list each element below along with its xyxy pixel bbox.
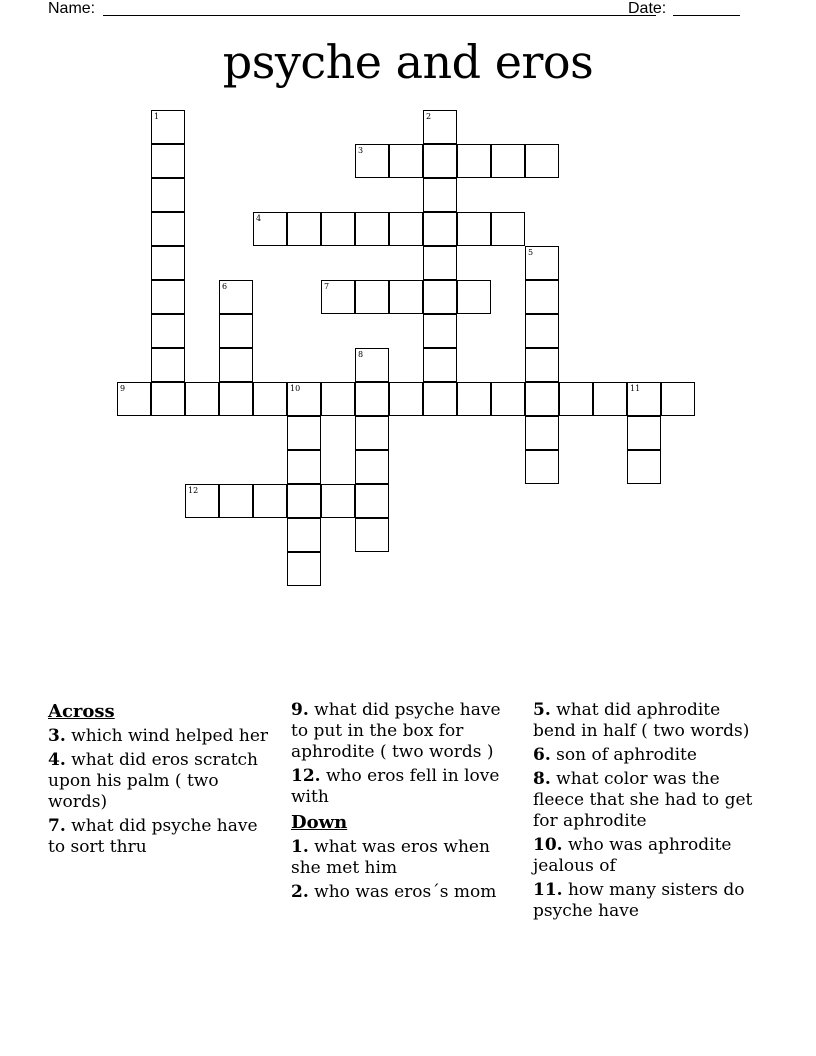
grid-cell[interactable] (321, 484, 355, 518)
grid-cell[interactable] (253, 484, 287, 518)
grid-cell[interactable] (491, 382, 525, 416)
clue-text: son of aphrodite (556, 745, 697, 765)
grid-cell[interactable] (219, 348, 253, 382)
clues-column-2 (291, 700, 519, 906)
grid-cell[interactable] (355, 382, 389, 416)
down-heading: Down (291, 812, 348, 833)
grid-cell[interactable] (355, 416, 389, 450)
clue-text: who was aphrodite jealous of (533, 835, 732, 876)
grid-cell[interactable] (287, 518, 321, 552)
clue-number: 8. (533, 769, 551, 789)
grid-cell[interactable] (253, 382, 287, 416)
grid-cell[interactable] (423, 280, 457, 314)
clues-column-1 (48, 700, 276, 861)
grid-cell[interactable] (219, 484, 253, 518)
grid-cell[interactable] (389, 382, 423, 416)
grid-cell[interactable] (491, 144, 525, 178)
clue-number: 1. (291, 837, 309, 857)
cell-number: 10 (290, 384, 301, 393)
grid-cell[interactable] (151, 144, 185, 178)
grid-cell[interactable] (151, 246, 185, 280)
grid-cell[interactable] (355, 484, 389, 518)
clue-text: which wind helped her (71, 726, 269, 746)
cell-number: 7 (324, 282, 330, 291)
grid-cell[interactable] (525, 314, 559, 348)
grid-cell[interactable] (423, 348, 457, 382)
clue-number: 10. (533, 835, 563, 855)
grid-cell[interactable] (151, 178, 185, 212)
grid-cell[interactable] (355, 280, 389, 314)
clue-text: how many sisters do psyche have (533, 880, 745, 921)
clue-text: what did psyche have to sort thru (48, 816, 258, 857)
grid-cell[interactable] (287, 212, 321, 246)
clue-across-3 (48, 726, 276, 747)
grid-cell[interactable] (627, 450, 661, 484)
clue-number: 12. (291, 766, 321, 786)
cell-number: 9 (120, 384, 126, 393)
clue-down-5 (533, 700, 761, 742)
cell-number: 3 (358, 146, 364, 155)
clue-number: 11. (533, 880, 563, 900)
clue-across-4 (48, 750, 276, 813)
grid-cell[interactable] (219, 314, 253, 348)
clue-down-11 (533, 880, 761, 922)
clue-number: 5. (533, 700, 551, 720)
grid-cell[interactable] (593, 382, 627, 416)
grid-cell[interactable] (423, 212, 457, 246)
grid-cell[interactable] (389, 144, 423, 178)
grid-cell[interactable] (321, 382, 355, 416)
grid-cell[interactable] (287, 450, 321, 484)
cell-number: 2 (426, 112, 432, 121)
grid-cell[interactable] (321, 212, 355, 246)
grid-cell[interactable] (423, 246, 457, 280)
grid-cell[interactable] (457, 212, 491, 246)
grid-cell[interactable] (525, 382, 559, 416)
clue-down-6 (533, 745, 761, 766)
grid-cell[interactable] (151, 280, 185, 314)
clue-across-7 (48, 816, 276, 858)
clue-number: 9. (291, 700, 309, 720)
grid-cell[interactable] (219, 382, 253, 416)
grid-cell[interactable] (389, 212, 423, 246)
clue-text: what was eros when she met him (291, 837, 490, 878)
across-heading: Across (48, 701, 115, 722)
grid-cell[interactable] (457, 144, 491, 178)
grid-cell[interactable] (287, 416, 321, 450)
grid-cell[interactable] (423, 144, 457, 178)
clue-text: what did psyche have to put in the box for aphrodite ( two words ) (291, 700, 501, 762)
clues-column-3 (533, 700, 761, 925)
clue-down-2 (291, 882, 519, 903)
grid-cell[interactable] (457, 382, 491, 416)
cell-number: 11 (630, 384, 641, 393)
cell-number: 5 (528, 248, 534, 257)
grid-cell[interactable] (389, 280, 423, 314)
cell-number: 8 (358, 350, 364, 359)
grid-cell[interactable] (185, 382, 219, 416)
clue-across-12 (291, 766, 519, 808)
clue-number: 7. (48, 816, 66, 836)
clue-down-10 (533, 835, 761, 877)
clue-number: 2. (291, 882, 309, 902)
clue-across-9 (291, 700, 519, 763)
grid-cell[interactable] (287, 552, 321, 586)
grid-cell[interactable] (151, 382, 185, 416)
grid-cell[interactable] (525, 280, 559, 314)
clue-number: 4. (48, 750, 66, 770)
grid-cell[interactable] (525, 450, 559, 484)
grid-cell[interactable] (525, 416, 559, 450)
grid-cell[interactable] (355, 518, 389, 552)
grid-cell[interactable] (423, 314, 457, 348)
grid-cell[interactable] (559, 382, 593, 416)
cell-number: 6 (222, 282, 228, 291)
clue-text: what did aphrodite bend in half ( two words) (533, 700, 750, 741)
grid-cell[interactable] (355, 212, 389, 246)
grid-cell[interactable] (151, 314, 185, 348)
clues-section (48, 700, 778, 970)
grid-cell[interactable] (525, 348, 559, 382)
clue-number: 6. (533, 745, 551, 765)
name-label: Name: (48, 0, 96, 17)
grid-cell[interactable] (661, 382, 695, 416)
grid-cell[interactable] (151, 212, 185, 246)
cell-number: 1 (154, 112, 160, 121)
grid-cell[interactable] (287, 484, 321, 518)
grid-cell[interactable] (151, 348, 185, 382)
clue-text: who eros fell in love with (291, 766, 500, 807)
grid-cell[interactable] (355, 450, 389, 484)
date-label: Date: (628, 0, 667, 17)
clue-number: 3. (48, 726, 66, 746)
grid-cell[interactable] (423, 382, 457, 416)
cell-number: 4 (256, 214, 262, 223)
grid-cell[interactable] (457, 280, 491, 314)
clue-down-8 (533, 769, 761, 832)
grid-cell[interactable] (423, 178, 457, 212)
clue-text: who was eros´s mom (314, 882, 497, 902)
clue-down-1 (291, 837, 519, 879)
grid-cell[interactable] (491, 212, 525, 246)
grid-cell[interactable] (627, 416, 661, 450)
grid-cell[interactable] (525, 144, 559, 178)
page-title: psyche and eros (222, 35, 594, 89)
clue-text: what color was the fleece that she had to get for aphrodite (533, 769, 753, 831)
clue-text: what did eros scratch upon his palm ( two words) (48, 750, 258, 812)
cell-number: 12 (188, 486, 199, 495)
